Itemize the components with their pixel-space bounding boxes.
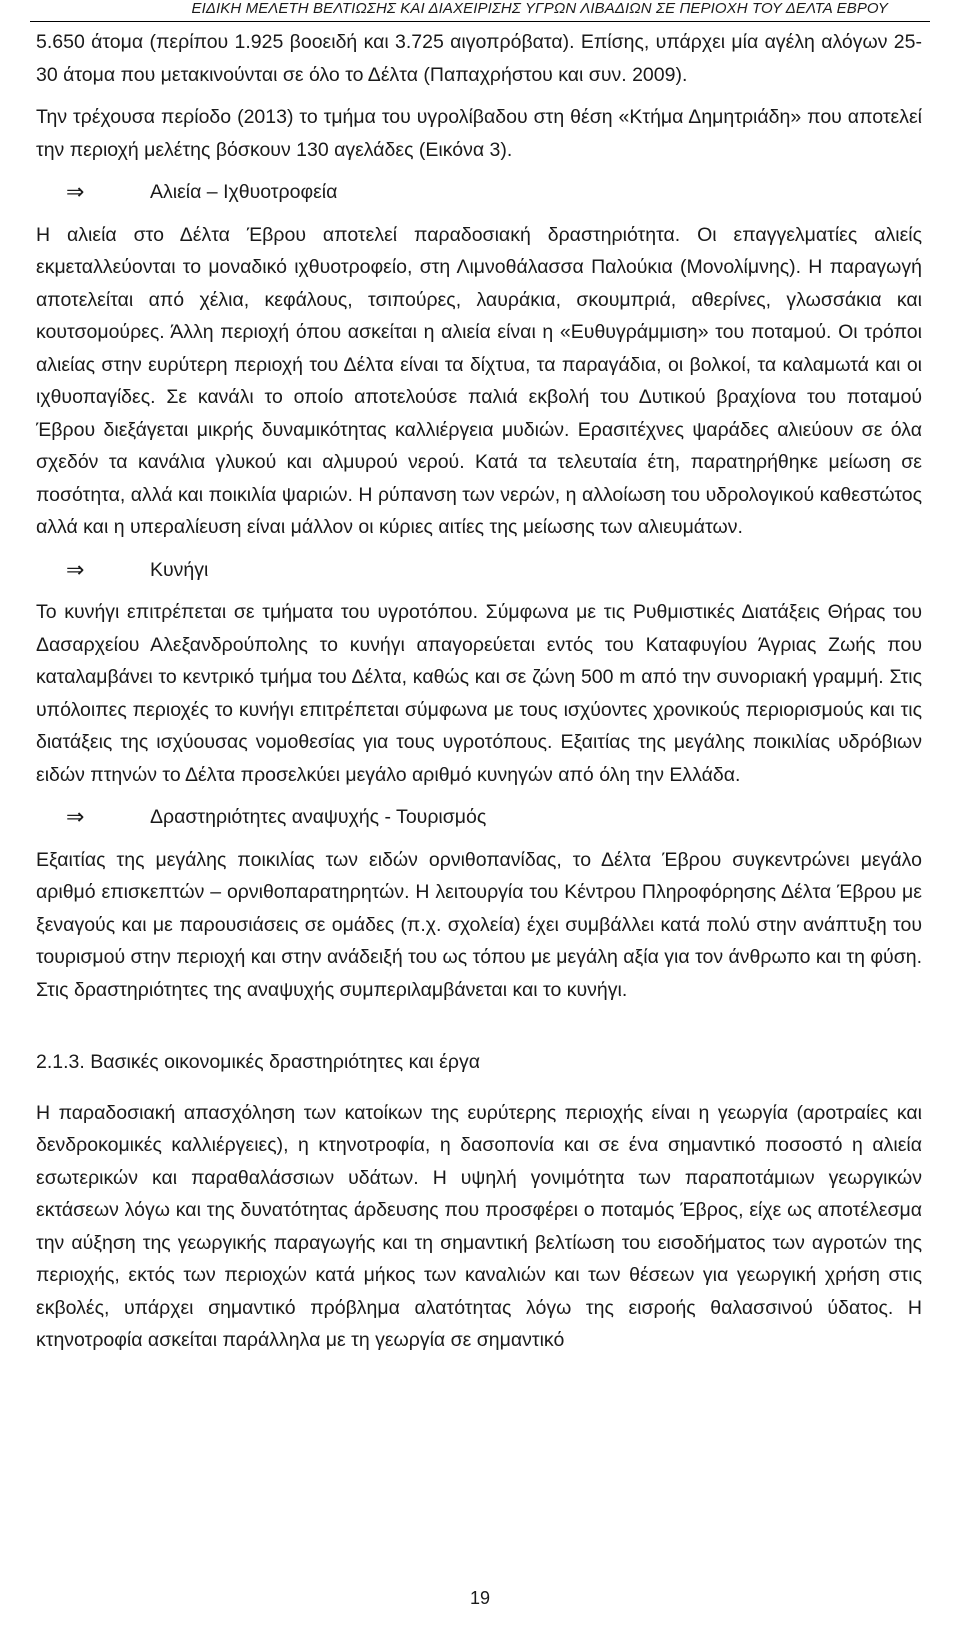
bullet-fishing xyxy=(36,176,922,209)
page-header xyxy=(0,0,960,20)
paragraph-fishing: Η αλιεία στο Δέλτα Έβρου αποτελεί παραδοσιακή δραστηριότητα. Οι επαγγελματίες αλιείς εκμεταλλεύονται το μοναδικό ιχθυοτροφείο, στη Λιμνοθάλασσα Παλούκια (Μονολίμνης). Η παραγωγή αποτελείται από χέλια, κεφάλους, τσιπούρες, λαυράκια, σκουμπριά, αθερίνες, γλωσσάκια και κουτσομούρες. Άλλη περιοχή όπου ασκείται η αλιεία είναι η «Ευθυγράμμιση» του ποταμού. Οι τρόποι αλιείας στην ευρύτερη περιοχή του Δέλτα είναι τα δίχτυα, τα παραγάδια, οι βολκοί, τα καλαμωτά και οι ιχθυοπαγίδες. Σε κανάλι το οποίο αποτελούσε παλιά εκβολή του Δυτικού βραχίονα του ποταμού Έβρου διεξάγεται μικρής δυναμικότητας καλλιέργεια μυδιών. Ερασιτέχνες ψαράδες αλιεύουν σε όλα σχεδόν τα κανάλια γλυκού και αλμυρού νερού. Κατά τα τελευταία έτη, παρατηρήθηκε μείωση σε ποσότητα, αλλά και ποικιλία ψαριών. Η ρύπανση των νερών, η αλλοίωση του υδρολογικού καθεστώτος αλλά και η υπεραλίευση είναι μάλλον οι κύριες αιτίες της μείωσης των αλιευμάτων. xyxy=(36,223,922,538)
double-arrow-icon: ⇒ xyxy=(66,556,85,582)
paragraph-current-grazing: Την τρέχουσα περίοδο (2013) το τμήμα του υγρολίβαδου στη θέση «Κτήμα Δημητριάδη» που αποτελεί την περιοχή μελέτης βόσκουν 130 αγελάδες (Εικόνα 3). xyxy=(36,106,922,161)
double-arrow-icon: ⇒ xyxy=(66,804,85,829)
paragraph-recreation: Εξαιτίας της μεγάλης ποικιλίας των ειδών ορνιθοπανίδας, το Δέλτα Έβρου συγκεντρώνει μεγάλο αριθμό επισκεπτών – ορνιθοπαρατηρητών. Η λειτουργία του Κέντρου Πληροφόρησης Δέλτα Έβρου με ξεναγούς και με παρουσιάσεις σε ομάδες (π.χ. σχολεία) έχει συμβάλλει κατά πολύ στην ανάπτυξη του τουρισμού στην περιοχή και στην ανάδειξή του ως τόπου με μεγάλη αξία για τον άνθρωπο και τη φύση. Στις δραστηριότητες της αναψυχής συμπεριλαμβάνεται και το κυνήγι. xyxy=(36,848,922,1001)
section-heading: 2.1.3. Βασικές οικονομικές δραστηριότητες και έργα xyxy=(36,1051,480,1073)
paragraph-economy: Η παραδοσιακή απασχόληση των κατοίκων της ευρύτερης περιοχής είναι η γεωργία (αροτραίες και δενδροκομικές καλλιέργειες), η κτηνοτροφία, η δασοπονία και σε ένα σημαντικό ποσοστό η αλιεία εσωτερικών και παραθαλάσσιων υδάτων. Η υψηλή γονιμότητα των παραποτάμιων γεωργικών εκτάσεων λόγω και της δυνατότητας άρδευσης που προσφέρει ο ποταμός Έβρος, είχε ως αποτέλεσμα την αύξηση της γεωργικής παραγωγής και τη σημαντική βελτίωση του εισοδήματος των αγροτών της περιοχής, εκτός των περιοχών κατά μήκος των καναλιών και των θέσεων για γεωργική χρήση στις εκβολές, υπάρχει σημαντικό πρόβλημα αλατότητας λόγω της εισροής θαλασσινού ύδατος. Η κτηνοτροφία ασκείται παράλληλα με τη γεωργία σε σημαντικό xyxy=(36,1101,922,1351)
paragraph-livestock: 5.650 άτομα (περίπου 1.925 βοοειδή και 3.725 αιγοπρόβατα). Επίσης, υπάρχει μία αγέλη αλόγων 25-30 άτομα που μετακινούνται σε όλο το Δέλτα (Παπαχρήστου και συν. 2009). xyxy=(36,31,922,86)
bullet-recreation xyxy=(36,801,922,834)
page-number: 19 xyxy=(469,1588,491,1608)
bullet-recreation-label: Δραστηριότητες αναψυχής - Τουρισμός xyxy=(150,806,487,828)
header-title: ΕΙΔΙΚΗ ΜΕΛΕΤΗ ΒΕΛΤΙΩΣΗΣ ΚΑΙ ΔΙΑΧΕΙΡΙΣΗΣ ΥΓΡΩΝ ΛΙΒΑΔΙΩΝ ΣΕ ΠΕΡΙΟΧΗ ΤΟΥ ΔΕΛΤΑ ΕΒΡΟΥ xyxy=(191,0,888,17)
paragraph-hunting: Το κυνήγι επιτρέπεται σε τμήματα του υγροτόπου. Σύμφωνα με τις Ρυθμιστικές Διατάξεις Θήρας του Δασαρχείου Αλεξανδρούπολης το κυνήγι απαγορεύεται εντός του Καταφυγίου Άγριας Ζωής που καταλαμβάνει το κεντρικό τμήμα του Δέλτα, καθώς και σε ζώνη 500 m από την συνοριακή γραμμή. Στις υπόλοιπες περιοχές το κυνήγι επιτρέπεται σύμφωνα με τους ισχύοντες χρονικούς περιορισμούς και τις διατάξεις της ισχύουσας νομοθεσίας για τους υγροτόπους. Εξαιτίας της μεγάλης ποικιλίας υδρόβιων ειδών πτηνών το Δέλτα προσελκύει μεγάλο αριθμό κυνηγών από όλη την Ελλάδα. xyxy=(36,601,922,786)
bullet-fishing-label: Αλιεία – Ιχθυοτροφεία xyxy=(150,181,338,203)
bullet-hunting-label: Κυνήγι xyxy=(150,558,209,581)
bullet-hunting xyxy=(36,554,922,587)
document-body xyxy=(36,26,922,1357)
header-divider xyxy=(30,21,930,22)
double-arrow-icon: ⇒ xyxy=(66,179,85,204)
